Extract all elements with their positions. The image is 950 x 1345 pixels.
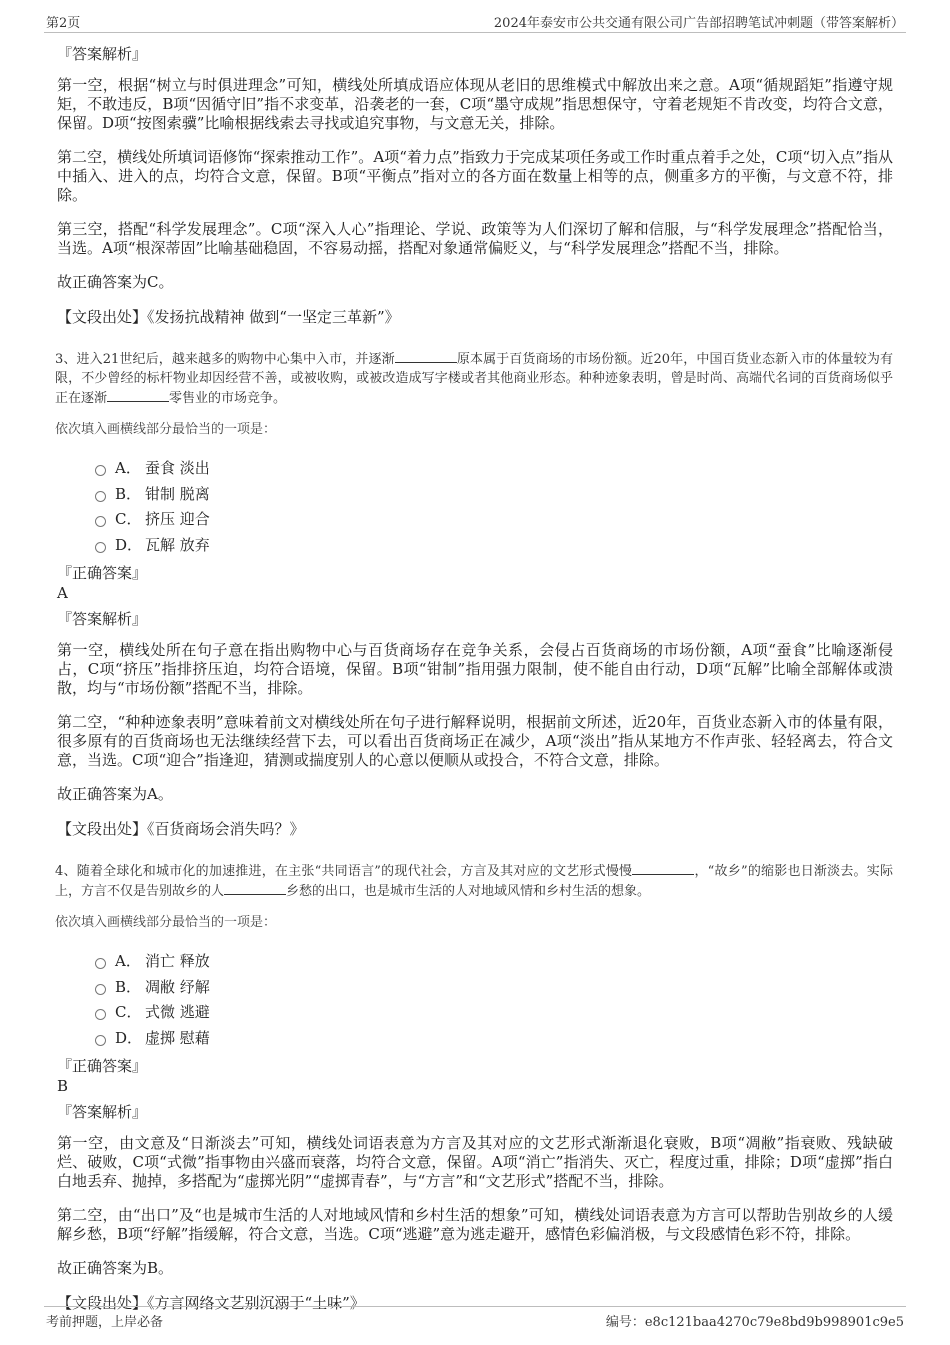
option-letter: A． xyxy=(115,459,141,478)
option-text: 钳制 脱离 xyxy=(145,484,210,503)
analysis-paragraph: 第一空，由文意及“日渐淡去”可知，横线处词语表意为方言及其对应的文艺形式渐渐退化衰败，B项“凋敝”指衰败、残缺破烂、破败，C项“式微”指事物由兴盛而衰落，均符合文意，保留。A项“消亡”指消失、灭亡，程度过重，排除；D项“虚掷”指白白地丢弃、抛掉，多搭配为“虚掷光阴”“虚掷青春”，与“方言”和“文艺形式”搭配不当，排除。 xyxy=(57,1134,893,1190)
correct-answer-label: 『正确答案』 xyxy=(57,564,148,582)
question-text: 原本属于百货商场的市场份额。近20年，中国百货业态新入市的体量较为有限，不少曾经的标杆物业却因经营不善，或被收购，或被改造成写字楼或者其他商业形态。种种迹象表明，曾是时尚、高端代名词的百货商场似乎正在逐渐 xyxy=(55,352,893,406)
analysis-paragraph: 第二空，“种种迹象表明”意味着前文对横线处所在句子进行解释说明，根据前文所述，近20年，百货业态新入市的体量有限，很多原有的百货商场也无法继续经营下去，可以看出百货商场正在减少，A项“淡出”指从某地方不作声张、轻轻离去，符合文意，当选。C项“迎合”指逢迎，猜测或揣度别人的心意以便顺从或投合，不符合文意，排除。 xyxy=(57,713,893,769)
radio-icon[interactable] xyxy=(95,516,106,527)
fill-blank xyxy=(107,388,169,402)
option-letter: B． xyxy=(115,484,142,503)
analysis-paragraph: 第三空，搭配“科学发展理念”。C项“深入人心”指理论、学说、政策等为人们深切了解和信服，与“科学发展理念”搭配恰当，当选。A项“根深蒂固”比喻基础稳固，不容易动摇，搭配对象通常偏贬义，与“科学发展理念”搭配不当，排除。 xyxy=(57,220,893,257)
option-text: 虚掷 慰藉 xyxy=(145,1028,210,1047)
option-c[interactable] xyxy=(95,506,893,532)
question-text: ，“故乡”的缩影也日渐淡去。实际上，方言不仅是告别故乡的人 xyxy=(55,864,893,899)
option-text: 式微 逃避 xyxy=(145,1003,210,1022)
analysis-paragraph: 第一空，横线处所在句子意在指出购物中心与百货商场存在竞争关系，会侵占百货商场的市场份额，A项“蚕食”比喻逐渐侵占，C项“挤压”指排挤压迫，均符合语境，保留。B项“钳制”指用强力限制，使不能自由行动，D项“瓦解”比喻全部解体或溃散，均与“市场份额”搭配不当，排除。 xyxy=(57,641,893,697)
option-letter: C． xyxy=(115,510,142,529)
option-d[interactable] xyxy=(95,1025,893,1051)
passage-source: 【文段出处】《方言网络文艺别沉溺于“土味”》 xyxy=(57,1294,365,1312)
question-prompt: 依次填入画横线部分最恰当的一项是： xyxy=(55,422,277,437)
passage-source: 【文段出处】《发扬抗战精神 做到“一坚定三革新”》 xyxy=(57,308,400,326)
correct-answer: A xyxy=(57,584,68,602)
question-text: 乡愁的出口，也是城市生活的人对地域风情和乡村生活的想象。 xyxy=(286,884,651,899)
question-3-stem xyxy=(55,349,893,408)
question-4-options xyxy=(95,948,893,1050)
option-b[interactable] xyxy=(95,974,893,1000)
page-header xyxy=(44,10,906,33)
option-text: 凋敝 纾解 xyxy=(145,977,210,996)
analysis-label: 『答案解析』 xyxy=(57,45,148,63)
option-text: 瓦解 放弃 xyxy=(145,535,210,554)
option-c[interactable] xyxy=(95,999,893,1025)
document-code: 编号：e8c121baa4270c79e8bd9b998901c9e5 xyxy=(605,1315,904,1330)
analysis-conclusion: 故正确答案为B。 xyxy=(57,1259,174,1277)
option-a[interactable] xyxy=(95,948,893,974)
option-letter: B． xyxy=(115,977,142,996)
option-d[interactable] xyxy=(95,532,893,558)
page-footer xyxy=(44,1306,906,1329)
radio-icon[interactable] xyxy=(95,1035,106,1046)
correct-answer: B xyxy=(57,1077,69,1095)
option-letter: C． xyxy=(115,1003,142,1022)
question-prompt: 依次填入画横线部分最恰当的一项是： xyxy=(55,915,277,930)
analysis-paragraph: 第一空，根据“树立与时俱进理念”可知，横线处所填成语应体现从老旧的思维模式中解放出来之意。A项“循规蹈矩”指遵守规矩，不敢违反，B项“因循守旧”指不求变革，沿袭老的一套，C项“墨守成规”指思想保守，守着老规矩不肯改变，均符合文意，保留。D项“按图索骥”比喻根据线索去寻找或追究事物，与文意无关，排除。 xyxy=(57,76,893,132)
page-number: 第2页 xyxy=(46,16,81,31)
option-letter: A． xyxy=(115,952,141,971)
analysis-paragraph: 第二空，横线处所填词语修饰“探索推动工作”。A项“着力点”指致力于完成某项任务或工作时重点着手之处，C项“切入点”指从中插入、进入的点，均符合文意，保留。B项“平衡点”指对立的各方面在数量上相等的点，侧重多方的平衡，与文意不符，排除。 xyxy=(57,148,893,204)
option-a[interactable] xyxy=(95,455,893,481)
question-3-options xyxy=(95,455,893,557)
document-title: 2024年泰安市公共交通有限公司广告部招聘笔试冲刺题（带答案解析） xyxy=(493,16,904,31)
footer-slogan: 考前押题，上岸必备 xyxy=(46,1315,164,1330)
radio-icon[interactable] xyxy=(95,465,106,476)
correct-answer-label: 『正确答案』 xyxy=(57,1057,148,1075)
analysis-label: 『答案解析』 xyxy=(57,1103,148,1121)
passage-source: 【文段出处】《百货商场会消失吗？》 xyxy=(57,820,305,838)
question-text: 3、进入21世纪后，越来越多的购物中心集中入市，并逐渐 xyxy=(55,352,395,367)
option-letter: D． xyxy=(115,1028,143,1047)
question-4-stem xyxy=(55,861,893,901)
radio-icon[interactable] xyxy=(95,958,106,969)
analysis-conclusion: 故正确答案为C。 xyxy=(57,273,174,291)
radio-icon[interactable] xyxy=(95,542,106,553)
fill-blank xyxy=(395,349,457,363)
analysis-label: 『答案解析』 xyxy=(57,610,148,628)
fill-blank xyxy=(224,881,286,895)
option-letter: D． xyxy=(115,535,143,554)
question-text: 4、随着全球化和城市化的加速推进，在主张“共同语言”的现代社会，方言及其对应的文艺形式慢慢 xyxy=(55,864,633,879)
radio-icon[interactable] xyxy=(95,1009,106,1020)
option-text: 蚕食 淡出 xyxy=(145,459,210,478)
analysis-conclusion: 故正确答案为A。 xyxy=(57,785,173,803)
radio-icon[interactable] xyxy=(95,491,106,502)
question-text: 零售业的市场竞争。 xyxy=(169,391,287,406)
radio-icon[interactable] xyxy=(95,984,106,995)
option-text: 挤压 迎合 xyxy=(145,510,210,529)
option-b[interactable] xyxy=(95,481,893,507)
page-content xyxy=(57,44,893,1335)
option-text: 消亡 释放 xyxy=(145,952,210,971)
fill-blank xyxy=(632,861,694,875)
analysis-paragraph: 第二空，由“出口”及“也是城市生活的人对地域风情和乡村生活的想象”可知，横线处词语表意为方言可以帮助告别故乡的人缓解乡愁，B项“纾解”指缓解，符合文意，当选。C项“逃避”意为逃走避开，感情色彩偏消极，与文段感情色彩不符，排除。 xyxy=(57,1206,893,1243)
